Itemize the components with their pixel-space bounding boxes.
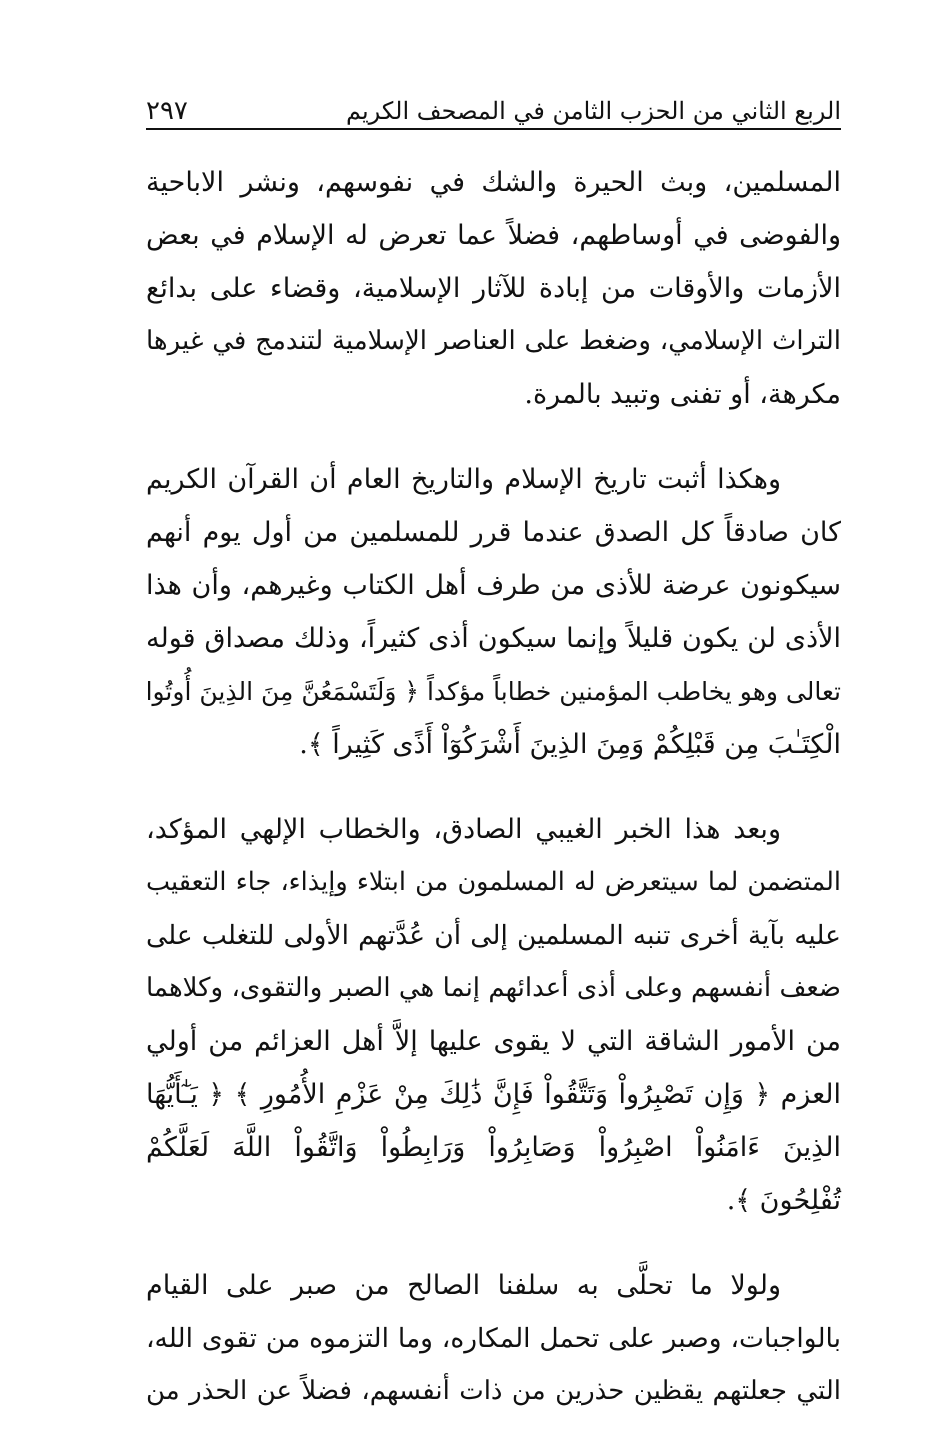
text-line: الذِينَ ءَامَنُواْ اصْبِرُواْ وَصَابِرُواْ وَرَابِطُواْ وَاتَّقُواْ اللَّهَ لَعَلَّكُمْ	[146, 1132, 841, 1163]
text-line: المسلمين، وبث الحيرة والشك في نفوسهم، ونشر الاباحية	[146, 167, 841, 198]
text-line: وهكذا أثبت تاريخ الإسلام والتاريخ العام أن القرآن الكريم	[146, 464, 781, 495]
text-line: الأزمات والأوقات من إبادة للآثار الإسلامية، وقضاء على بدائع	[146, 273, 841, 304]
paragraph-3	[146, 803, 841, 1227]
text-line: ولولا ما تحلَّى به سلفنا الصالح من صبر على القيام	[146, 1270, 781, 1301]
text-line: الأذى لن يكون قليلاً وإنما سيكون أذى كثيراً، وذلك مصداق قوله	[146, 623, 841, 654]
text-line: والفوضى في أوساطهم، فضلاً عما تعرض له الإسلام في بعض	[146, 220, 841, 251]
paragraph-4	[146, 1259, 841, 1418]
text-line: التراث الإسلامي، وضغط على العناصر الإسلامية لتندمج في غيرها	[146, 326, 841, 356]
paragraph-1	[146, 156, 841, 421]
text-line: كان صادقاً كل الصدق عندما قرر للمسلمين من أول يوم أنهم	[146, 517, 841, 548]
text-line: وبعد هذا الخبر الغيبي الصادق، والخطاب الإلهي المؤكد،	[146, 814, 781, 845]
text-line: الْكِتَـٰبَ مِن قَبْلِكُمْ وَمِنَ الذِينَ أَشْرَكُوٓاْ أَذًى كَثِيراً ﴾.	[299, 729, 841, 760]
text-line: ضعف أنفسهم وعلى أذى أعدائهم إنما هي الصبر والتقوى، وكلاهما	[146, 973, 841, 1003]
paragraph-2	[146, 453, 841, 771]
text-line: تُفْلِحُونَ ﴾.	[726, 1185, 841, 1216]
text-line: المتضمن لما سيتعرض له المسلمون من ابتلاء وإيذاء، جاء التعقيب	[146, 867, 841, 897]
header-title: الربع الثاني من الحزب الثامن في المصحف الكريم	[346, 97, 841, 125]
text-line: بالواجبات، وصبر على تحمل المكاره، وما التزموه من تقوى الله،	[146, 1323, 841, 1354]
page-number: ٢٩٧	[146, 96, 188, 126]
text-line: سيكونون عرضة للأذى من طرف أهل الكتاب وغيرهم، وأن هذا	[146, 570, 841, 601]
text-line: تعالى وهو يخاطب المؤمنين خطاباً مؤكداً ﴿ وَلَتَسْمَعُنَّ مِنَ الذِينَ أُوتُوا	[145, 677, 841, 706]
text-line: عليه بآية أخرى تنبه المسلمين إلى أن عُدَّتهم الأولى للتغلب على	[146, 920, 841, 951]
text-line: التي جعلتهم يقظين حذرين من ذات أنفسهم، فضلاً عن الحذر من	[146, 1376, 841, 1406]
running-header	[146, 88, 841, 130]
text-line: العزم ﴿ وَإِن تَصْبِرُواْ وَتَتَّقُواْ فَإِنَّ ذَٰلِكَ مِنْ عَزْمِ الأُمُورِ ﴾ ﴿ يَـٰٓأَيُّهَا	[146, 1079, 841, 1110]
text-line: مكرهة، أو تفنى وتبيد بالمرة.	[524, 379, 841, 410]
text-line: من الأمور الشاقة التي لا يقوى عليها إلاَّ أهل العزائم من أولي	[146, 1026, 841, 1057]
body-text	[146, 156, 841, 1450]
